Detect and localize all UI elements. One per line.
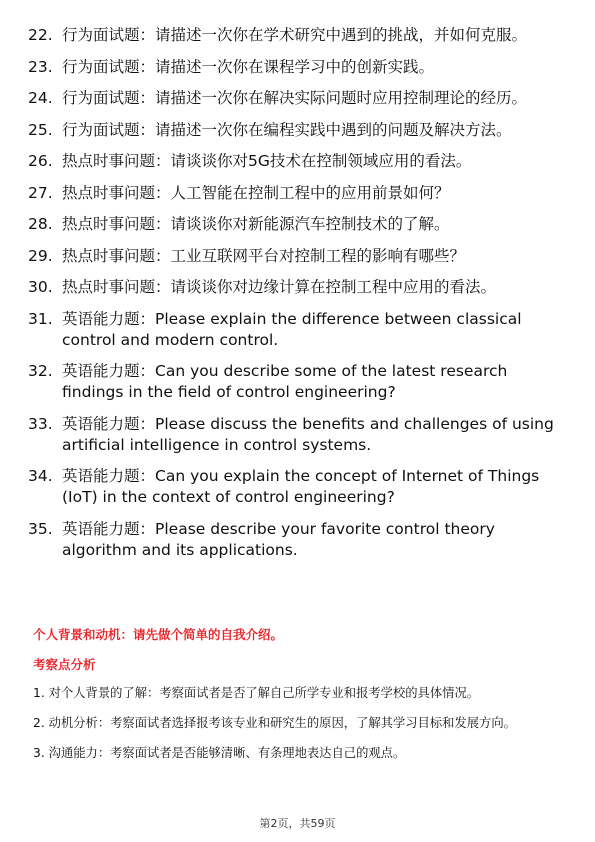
question-number: 27.: [28, 183, 53, 202]
question-text: 行为面试题：请描述一次你在课程学习中的创新实践。: [62, 57, 435, 76]
analysis-point: 3. 沟通能力：考察面试者是否能够清晰、有条理地表达自己的观点。: [33, 746, 406, 760]
question-text: 行为面试题：请描述一次你在编程实践中遇到的问题及解决方法。: [62, 120, 512, 139]
question-number: 22.: [28, 26, 53, 44]
section-title-intro: 个人背景和动机：请先做个简单的自我介绍。: [33, 627, 284, 642]
list-item: [28, 246, 568, 267]
question-text: 英语能力题：Please describe your favorite control theory algorithm and its applications.: [62, 519, 495, 559]
question-number: 34.: [28, 467, 53, 485]
analysis-point: 1. 对个人背景的了解：考察面试者是否了解自己所学专业和报考学校的具体情况。: [33, 686, 480, 700]
list-item: [28, 25, 568, 46]
question-text: 英语能力题：Can you explain the concept of Internet of Things (IoT) in the context of control engineering?: [62, 467, 540, 506]
page-number-footer: 第2页，共59页: [259, 817, 336, 830]
question-text: 行为面试题：请描述一次你在学术研究中遇到的挑战，并如何克服。: [62, 26, 528, 44]
list-item: [28, 151, 568, 172]
question-number: 32.: [28, 362, 53, 380]
question-number: 29.: [28, 246, 53, 265]
list-item: [28, 361, 568, 403]
list-item: [28, 57, 568, 78]
list-item: [28, 414, 568, 456]
question-text: 英语能力题：Please explain the difference between classical control and modern control.: [62, 309, 522, 349]
question-number: 30.: [28, 278, 53, 296]
section-title-analysis: 考察点分析: [33, 657, 96, 672]
question-number: 35.: [28, 519, 53, 538]
question-text: 英语能力题：Please discuss the benefits and challenges of using artificial intelligence in control systems.: [62, 414, 554, 454]
question-number: 23.: [28, 57, 53, 76]
list-item: [28, 309, 568, 351]
question-number: 26.: [28, 152, 53, 170]
question-number: 24.: [28, 89, 53, 107]
list-item: [28, 120, 568, 141]
list-item: [28, 214, 568, 235]
question-list: [28, 25, 568, 571]
question-number: 25.: [28, 120, 53, 139]
analysis-point-list: [33, 682, 563, 772]
question-text: 行为面试题：请描述一次你在解决实际问题时应用控制理论的经历。: [62, 89, 528, 107]
question-text: 热点时事问题：工业互联网平台对控制工程的影响有哪些？: [62, 246, 466, 265]
list-item: [28, 88, 568, 109]
question-number: 31.: [28, 309, 53, 328]
question-text: 英语能力题：Can you describe some of the latest research findings in the field of control engineering?: [62, 362, 508, 401]
analysis-point: 2. 动机分析：考察面试者选择报考该专业和研究生的原因，了解其学习目标和发展方向。: [33, 716, 516, 730]
list-item: [28, 277, 568, 298]
list-item: [28, 183, 568, 204]
question-text: 热点时事问题：请谈谈你对新能源汽车控制技术的了解。: [62, 215, 450, 233]
list-item: [28, 466, 568, 508]
list-item: [28, 519, 568, 561]
question-number: 33.: [28, 414, 53, 433]
question-text: 热点时事问题：人工智能在控制工程中的应用前景如何？: [62, 183, 450, 202]
question-number: 28.: [28, 215, 53, 233]
question-text: 热点时事问题：请谈谈你对5G技术在控制领域应用的看法。: [62, 152, 472, 170]
question-text: 热点时事问题：请谈谈你对边缘计算在控制工程中应用的看法。: [62, 278, 497, 296]
